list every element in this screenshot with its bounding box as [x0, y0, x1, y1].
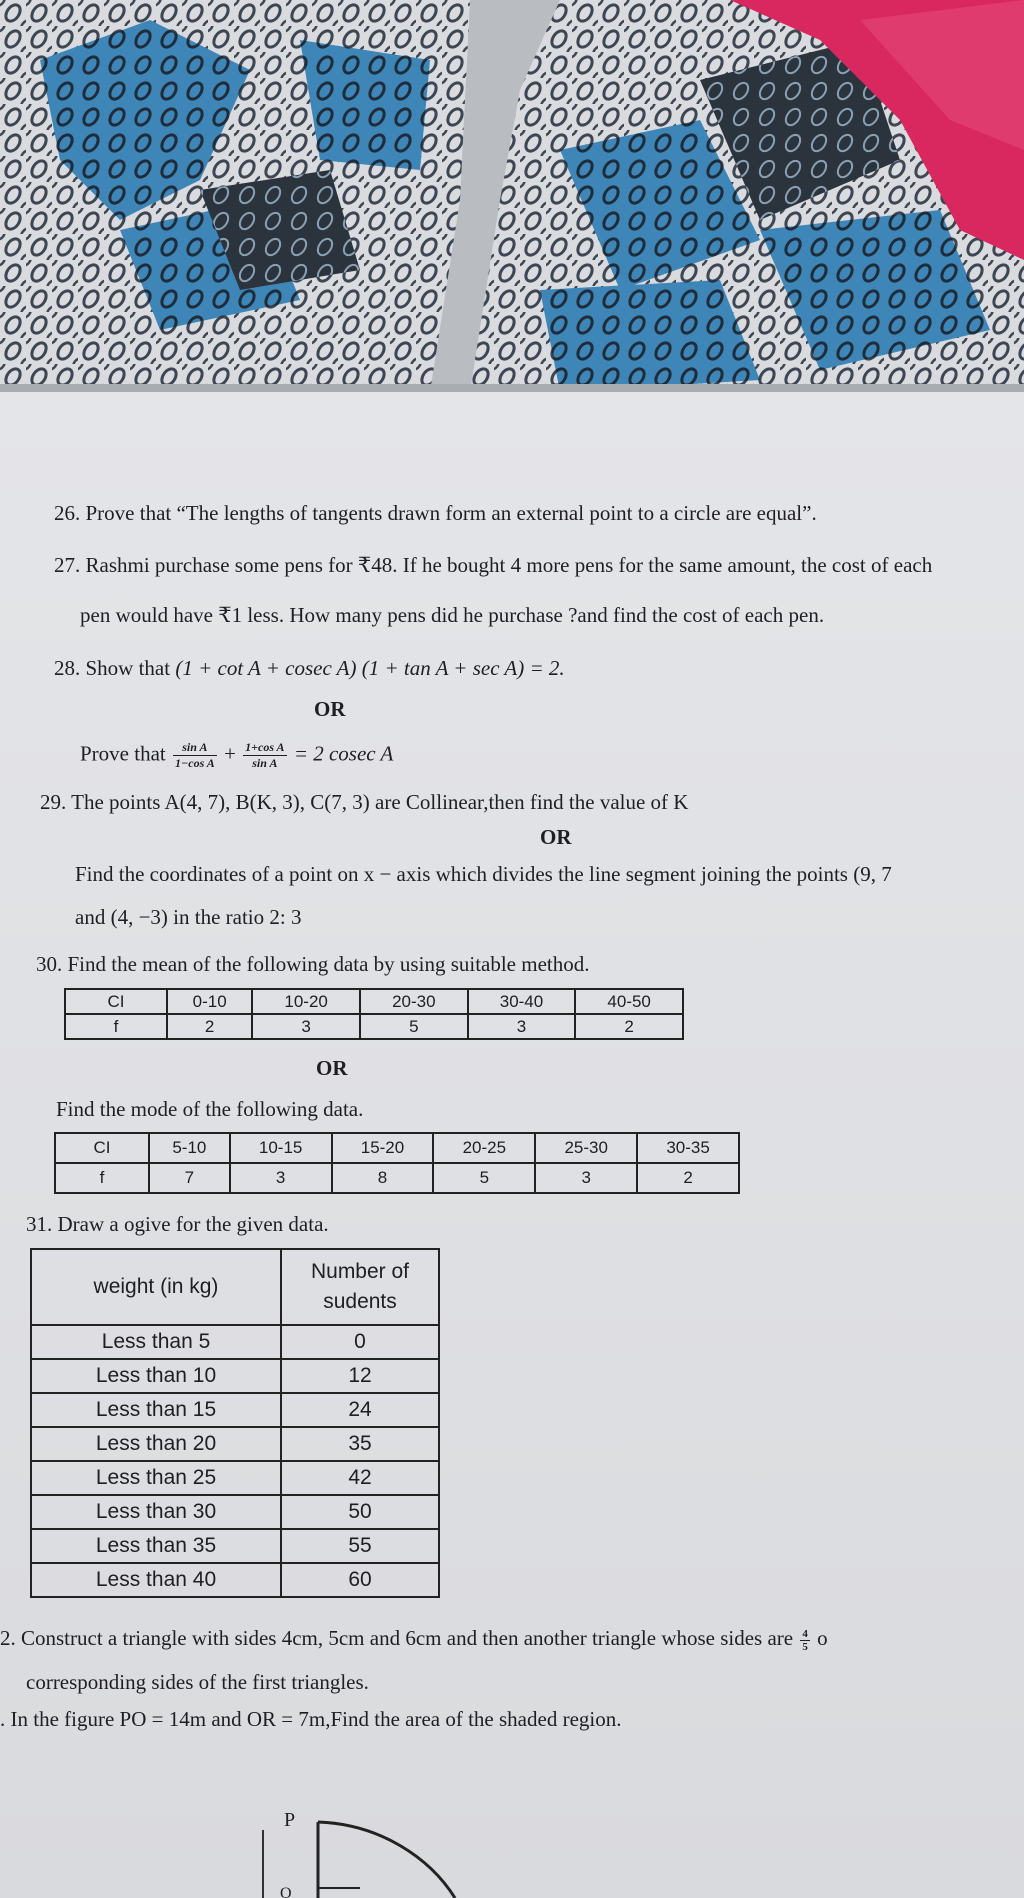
- table-cell: f: [65, 1014, 167, 1039]
- table-cell: 3: [252, 1014, 360, 1039]
- table-cell: 55: [281, 1529, 439, 1563]
- table-cell: 10-20: [252, 989, 360, 1014]
- table-row: [31, 1529, 439, 1563]
- table-cell: 5: [433, 1163, 535, 1193]
- prove-that-label: Prove that: [80, 741, 166, 766]
- table-row: [31, 1249, 439, 1325]
- table-cell: 12: [281, 1359, 439, 1393]
- question-27-line-1: 27. Rashmi purchase some pens for ₹48. If he bought 4 more pens for the same amount, the cost of each: [54, 553, 933, 577]
- question-27-line-2: pen would have ₹1 less. How many pens did he purchase ?and find the cost of each pen.: [80, 603, 825, 627]
- question-29: 29. The points A(4, 7), B(K, 3), C(7, 3) are Collinear,then find the value of K: [40, 790, 689, 814]
- question-32-line-1: [0, 1626, 828, 1653]
- table-cell: 3: [230, 1163, 332, 1193]
- rhs-expression: = 2 cosec A: [293, 741, 394, 766]
- or-label-28: OR: [314, 697, 346, 721]
- table-cell: CI: [55, 1133, 149, 1163]
- figure-arc: [318, 1822, 455, 1898]
- table-row: [31, 1359, 439, 1393]
- table-row: [31, 1325, 439, 1359]
- crochet-fabric-photo: [0, 0, 1024, 392]
- table-cell: 15-20: [332, 1133, 434, 1163]
- figure-label-p: P: [284, 1809, 296, 1831]
- table-cell: 8: [332, 1163, 434, 1193]
- header-line: sudents: [323, 1290, 397, 1313]
- table-cell: 20-30: [360, 989, 468, 1014]
- figure-label-o: O: [280, 1885, 292, 1898]
- table-cell: f: [55, 1163, 149, 1193]
- table-cell: Less than 15: [31, 1393, 281, 1427]
- question-31: 31. Draw a ogive for the given data.: [26, 1212, 329, 1236]
- fraction-four-fifths: [800, 1628, 810, 1653]
- table-cell: 0-10: [167, 989, 252, 1014]
- question-29-alternative-line-1: Find the coordinates of a point on x − axis which divides the line segment joining the points (9, 7: [75, 862, 892, 886]
- fraction-one-plus-cos-over-sin: [243, 740, 286, 771]
- table-cell: 25-30: [535, 1133, 637, 1163]
- fraction-denominator: 1−cos A: [174, 756, 215, 770]
- fraction-numerator: 4: [802, 1627, 808, 1640]
- table-row: [31, 1427, 439, 1461]
- table-cell: Less than 10: [31, 1359, 281, 1393]
- table-cell: 50: [281, 1495, 439, 1529]
- table-header-students: [281, 1249, 439, 1325]
- fraction-numerator: 1+cos A: [245, 740, 285, 754]
- table-cell: 30-35: [637, 1133, 739, 1163]
- fraction-sin-over-one-minus-cos: [173, 740, 217, 771]
- table-cell: Less than 30: [31, 1495, 281, 1529]
- crochet-pattern-image: [0, 0, 1024, 392]
- table-row: [65, 989, 683, 1014]
- question-28-alternative: [80, 740, 393, 771]
- question-32-tail: o: [817, 1626, 828, 1650]
- table-cell: CI: [65, 989, 167, 1014]
- question-28-expression: (1 + cot A + cosec A) (1 + tan A + sec A) = 2.: [175, 656, 565, 680]
- question-30: 30. Find the mean of the following data by using suitable method.: [36, 952, 590, 976]
- question-32-line-2: corresponding sides of the first triangles.: [26, 1670, 369, 1694]
- table-cell: 20-25: [433, 1133, 535, 1163]
- table-cell: 5: [360, 1014, 468, 1039]
- table-row: [31, 1393, 439, 1427]
- question-26: 26. Prove that “The lengths of tangents drawn form an external point to a circle are equal”.: [54, 501, 817, 525]
- table-cell: 60: [281, 1563, 439, 1597]
- table-cell: Less than 20: [31, 1427, 281, 1461]
- table-cell: 2: [575, 1014, 683, 1039]
- shaded-region-figure: [250, 1800, 480, 1898]
- table-cell: 3: [468, 1014, 576, 1039]
- table-row: [55, 1133, 739, 1163]
- mean-data-table: [64, 988, 684, 1040]
- header-line: Number of: [310, 1260, 410, 1283]
- table-cell: 7: [149, 1163, 230, 1193]
- table-cell: Less than 5: [31, 1325, 281, 1359]
- table-row: [31, 1563, 439, 1597]
- table-cell: Less than 35: [31, 1529, 281, 1563]
- table-cell: 5-10: [149, 1133, 230, 1163]
- fraction-numerator: sin A: [173, 740, 217, 756]
- or-label-30: OR: [316, 1056, 348, 1080]
- table-header-weight: weight (in kg): [31, 1249, 281, 1325]
- table-row: [31, 1495, 439, 1529]
- fraction-denominator: sin A: [252, 756, 278, 770]
- table-cell: 10-15: [230, 1133, 332, 1163]
- table-row: [55, 1163, 739, 1193]
- table-cell: 24: [281, 1393, 439, 1427]
- or-label-29: OR: [540, 825, 572, 849]
- table-cell: Less than 40: [31, 1563, 281, 1597]
- ogive-data-table: [30, 1248, 440, 1598]
- question-28: [54, 656, 565, 681]
- table-cell: 2: [167, 1014, 252, 1039]
- table-row: [65, 1014, 683, 1039]
- table-cell: 30-40: [468, 989, 576, 1014]
- table-cell: 0: [281, 1325, 439, 1359]
- table-cell: 35: [281, 1427, 439, 1461]
- table-cell: Less than 25: [31, 1461, 281, 1495]
- table-cell: 40-50: [575, 989, 683, 1014]
- question-28-prefix: 28. Show that: [54, 656, 176, 680]
- table-cell: 42: [281, 1461, 439, 1495]
- table-cell: 3: [535, 1163, 637, 1193]
- question-33: . In the figure PO = 14m and OR = 7m,Find the area of the shaded region.: [0, 1707, 622, 1731]
- table-row: [31, 1461, 439, 1495]
- question-32-text: 2. Construct a triangle with sides 4cm, 5cm and 6cm and then another triangle whose sides are: [0, 1626, 794, 1650]
- question-29-alternative-line-2: and (4, −3) in the ratio 2: 3: [75, 905, 302, 929]
- fraction-denominator: 5: [802, 1640, 808, 1653]
- question-30-alternative: Find the mode of the following data.: [56, 1097, 364, 1121]
- plus-sign: +: [224, 741, 236, 766]
- table-cell: 2: [637, 1163, 739, 1193]
- mode-data-table: [54, 1132, 740, 1194]
